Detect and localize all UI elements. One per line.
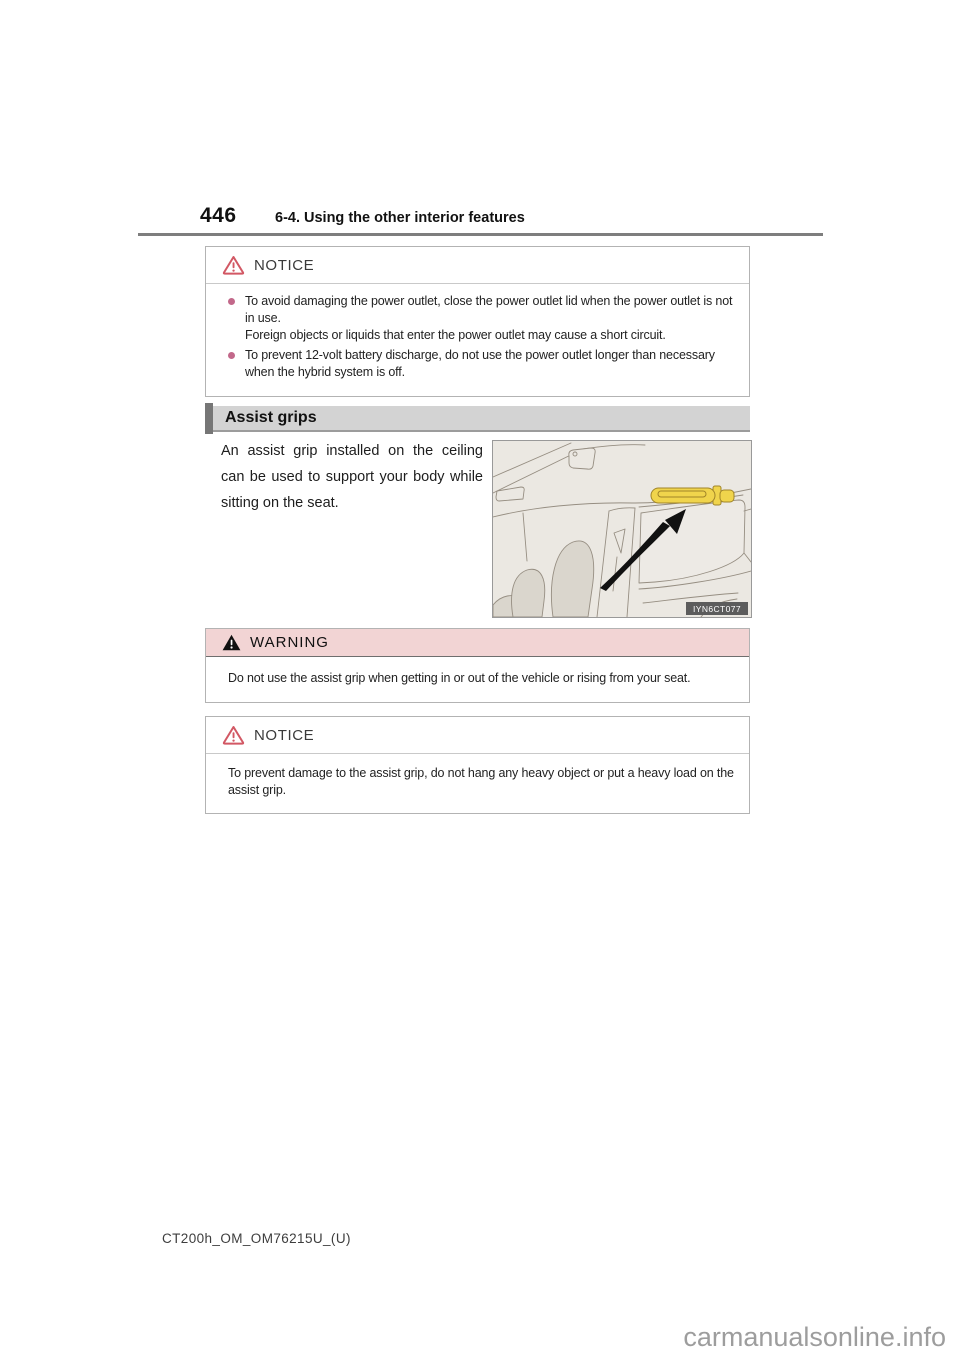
notice-label: NOTICE <box>254 256 315 274</box>
section-bar-accent <box>205 403 213 434</box>
paragraph-line: An assist grip installed on the ceiling <box>221 443 483 459</box>
notice-header <box>206 717 749 754</box>
paragraph-line: can be used to support your body while <box>221 469 483 485</box>
body-paragraph <box>221 438 483 516</box>
assist-grip-figure <box>492 440 752 618</box>
figure-code: IYN6CT077 <box>692 604 742 614</box>
warning-header <box>206 629 749 657</box>
notice-label: NOTICE <box>254 726 315 744</box>
list-item <box>228 293 737 344</box>
notice-box-assist-grip <box>205 716 750 814</box>
notice-header <box>206 247 749 284</box>
notice-text: To prevent damage to the assist grip, do not hang any heavy object or put a heavy load on the assist grip. <box>228 766 734 797</box>
section-title: Assist grips <box>225 409 317 426</box>
notice-item-text: To prevent 12-volt battery discharge, do not use the power outlet longer than necessary when the hybrid system is off. <box>245 348 715 379</box>
notice-item-subtext: Foreign objects or liquids that enter the power outlet may cause a short circuit. <box>245 328 666 342</box>
warning-box-assist-grip <box>205 628 750 703</box>
page-number: 446 <box>200 204 237 227</box>
warning-label: WARNING <box>250 634 329 651</box>
notice-item-text: To avoid damaging the power outlet, close the power outlet lid when the power outlet is not in use. <box>245 294 733 325</box>
warning-triangle-icon <box>222 634 241 651</box>
list-item <box>228 347 737 381</box>
notice-box-power-outlet <box>205 246 750 397</box>
bullet-icon <box>228 352 235 359</box>
document-code: CT200h_OM_OM76215U_(U) <box>162 1231 351 1246</box>
paragraph-line: sitting on the seat. <box>221 495 339 511</box>
header-rule <box>138 233 823 236</box>
chapter-title: 6-4. Using the other interior features <box>275 210 525 226</box>
bullet-icon <box>228 298 235 305</box>
assist-grip-illustration <box>493 441 751 617</box>
notice-triangle-icon <box>222 255 245 275</box>
watermark: carmanualsonline.info <box>683 1322 946 1352</box>
warning-text: Do not use the assist grip when getting in or out of the vehicle or rising from your seat. <box>228 671 691 685</box>
notice-triangle-icon <box>222 725 245 745</box>
section-title-bar <box>205 406 750 432</box>
